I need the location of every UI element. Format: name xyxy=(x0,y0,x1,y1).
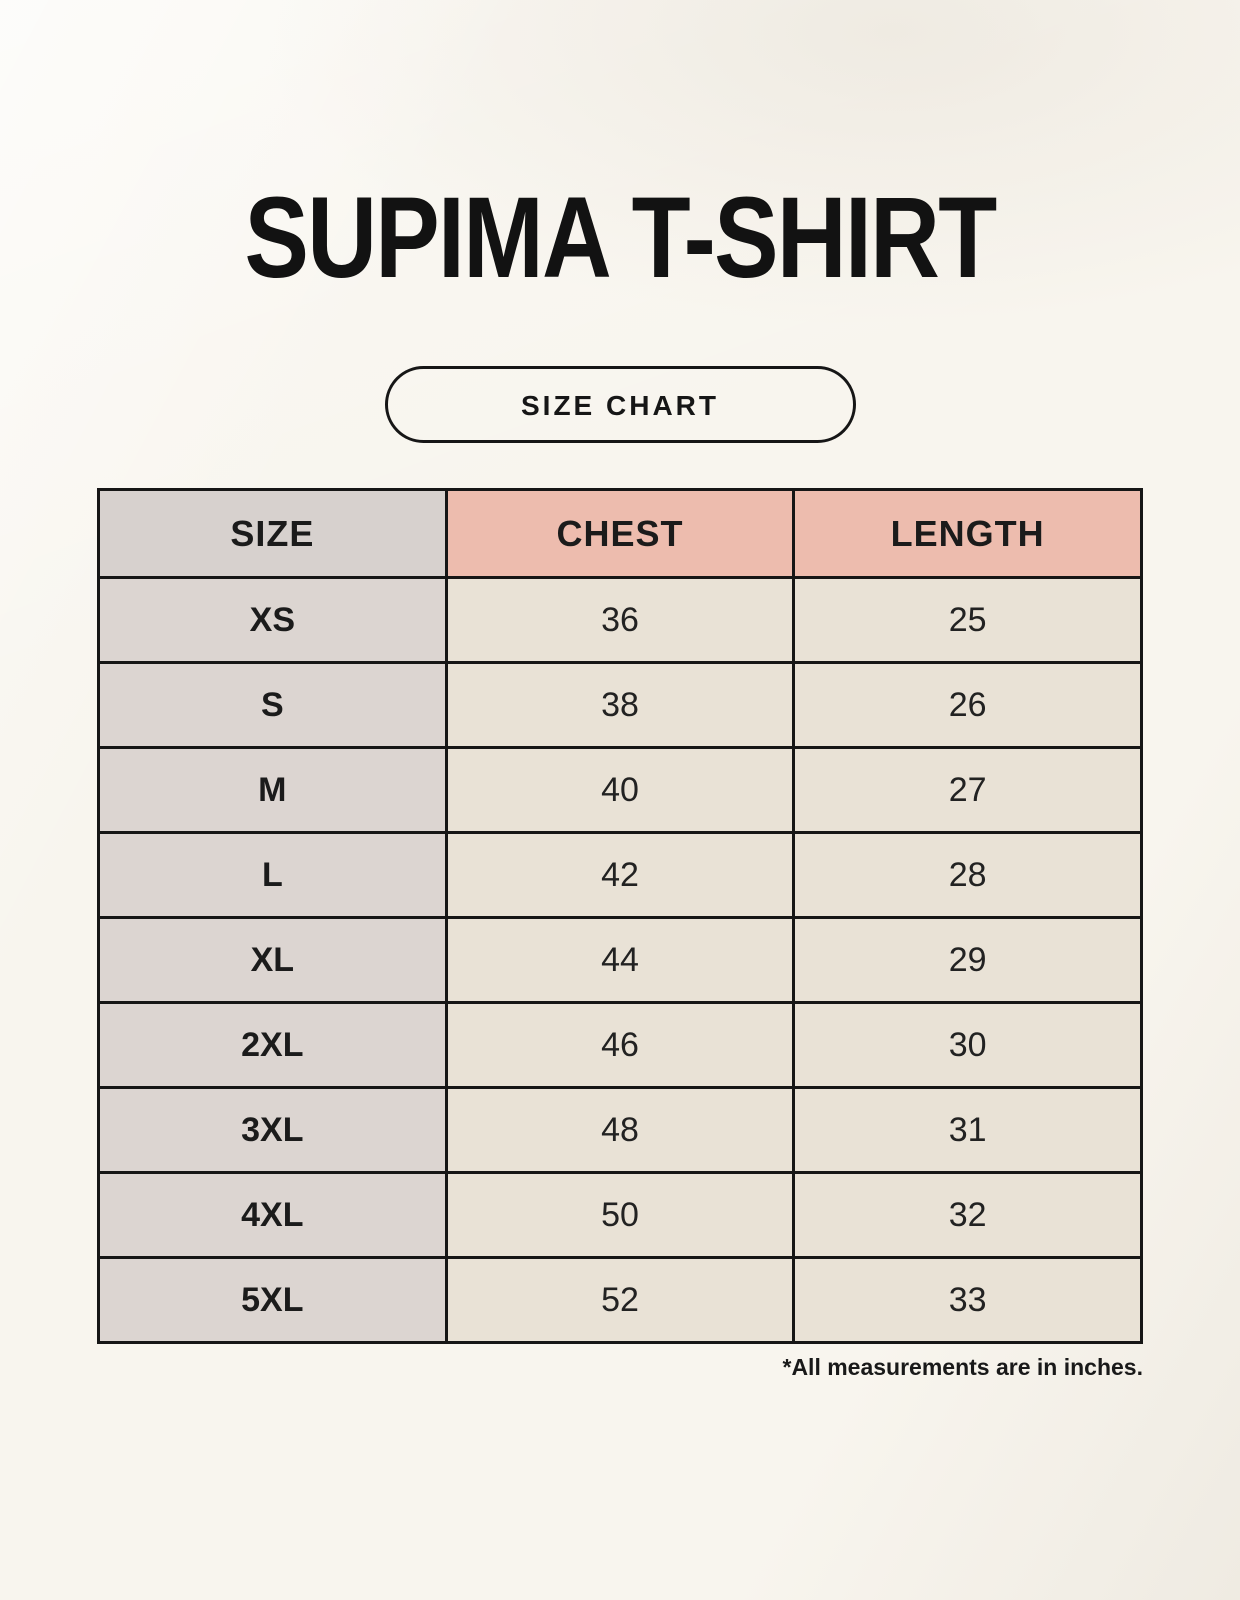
size-label-cell: L xyxy=(99,833,447,918)
table-row xyxy=(99,1173,1142,1258)
size-label-cell: XS xyxy=(99,578,447,663)
chest-value-cell: 44 xyxy=(446,918,794,1003)
size-label-cell: M xyxy=(99,748,447,833)
page-title: SUPIMA T-SHIRT xyxy=(244,174,996,302)
length-value-cell: 32 xyxy=(794,1173,1142,1258)
size-chart-badge xyxy=(385,366,856,443)
chest-value-cell: 42 xyxy=(446,833,794,918)
table-row xyxy=(99,748,1142,833)
table-row xyxy=(99,833,1142,918)
table-row xyxy=(99,1258,1142,1343)
length-value-cell: 26 xyxy=(794,663,1142,748)
length-value-cell: 28 xyxy=(794,833,1142,918)
size-label-cell: 3XL xyxy=(99,1088,447,1173)
size-label-cell: XL xyxy=(99,918,447,1003)
chest-value-cell: 40 xyxy=(446,748,794,833)
chest-value-cell: 48 xyxy=(446,1088,794,1173)
column-header-length: LENGTH xyxy=(794,490,1142,578)
length-value-cell: 29 xyxy=(794,918,1142,1003)
header-row xyxy=(99,490,1142,578)
chest-value-cell: 36 xyxy=(446,578,794,663)
length-value-cell: 25 xyxy=(794,578,1142,663)
size-label-cell: S xyxy=(99,663,447,748)
size-label-cell: 4XL xyxy=(99,1173,447,1258)
column-header-chest: CHEST xyxy=(446,490,794,578)
chest-value-cell: 46 xyxy=(446,1003,794,1088)
length-value-cell: 31 xyxy=(794,1088,1142,1173)
table-row xyxy=(99,1088,1142,1173)
measurements-footnote: *All measurements are in inches. xyxy=(782,1354,1143,1380)
chest-value-cell: 52 xyxy=(446,1258,794,1343)
size-label-cell: 5XL xyxy=(99,1258,447,1343)
column-header-size: SIZE xyxy=(99,490,447,578)
size-table-body xyxy=(99,578,1142,1343)
length-value-cell: 33 xyxy=(794,1258,1142,1343)
size-table-header xyxy=(99,490,1142,578)
length-value-cell: 27 xyxy=(794,748,1142,833)
size-chart-badge-label: SIZE CHART xyxy=(521,389,719,421)
length-value-cell: 30 xyxy=(794,1003,1142,1088)
chest-value-cell: 38 xyxy=(446,663,794,748)
table-row xyxy=(99,918,1142,1003)
size-label-cell: 2XL xyxy=(99,1003,447,1088)
table-row xyxy=(99,663,1142,748)
chest-value-cell: 50 xyxy=(446,1173,794,1258)
size-table xyxy=(97,488,1143,1344)
table-row xyxy=(99,578,1142,663)
table-row xyxy=(99,1003,1142,1088)
